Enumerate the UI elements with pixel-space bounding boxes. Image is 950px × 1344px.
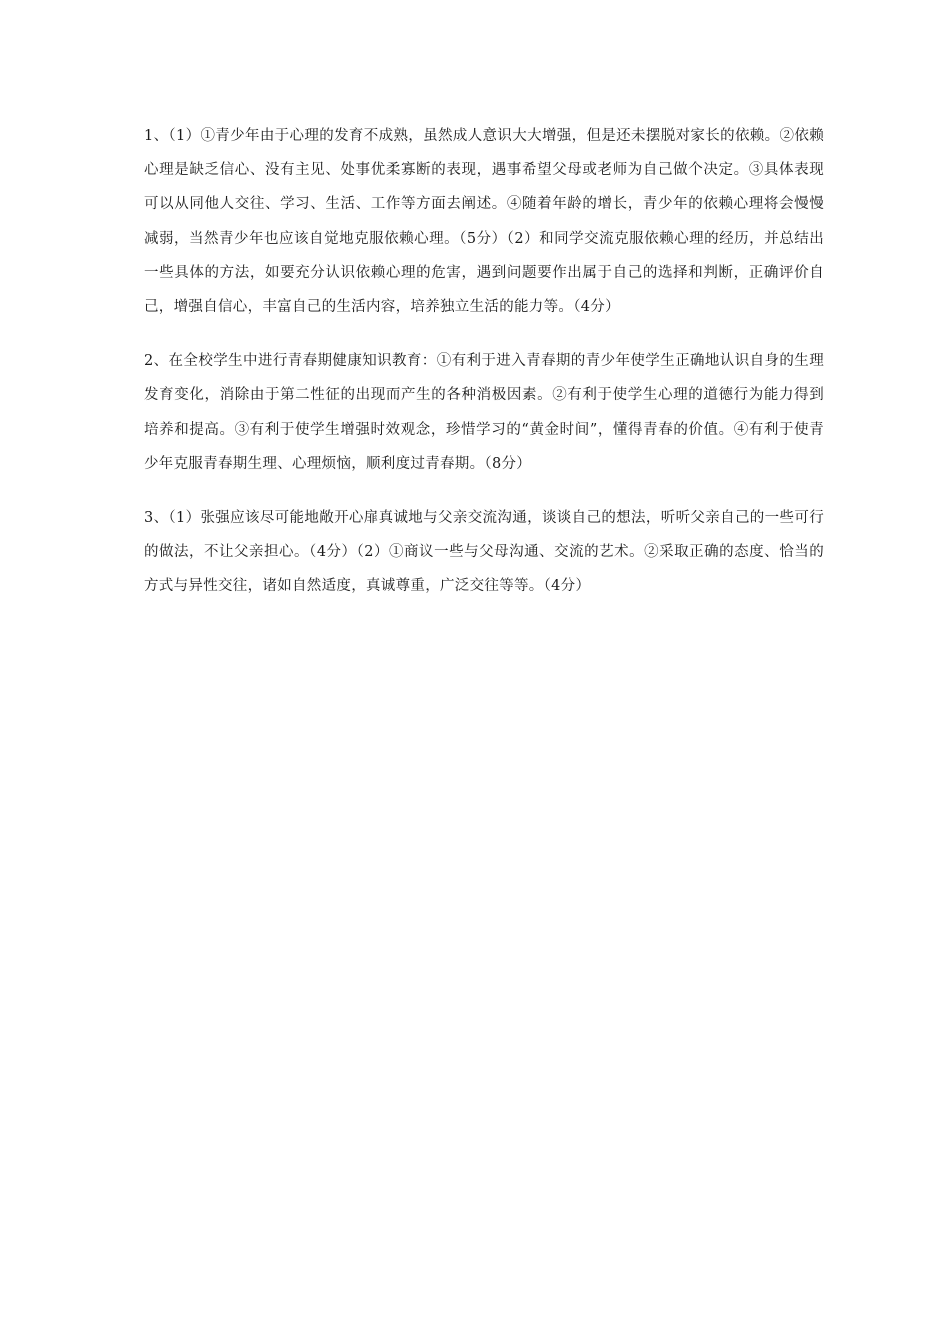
answer-paragraph-1: 1、（1）①青少年由于心理的发育不成熟，虽然成人意识大大增强，但是还未摆脱对家长的依赖。②依赖心理是缺乏信心、没有主见、处事优柔寡断的表现，遇事希望父母或老师为自己做个决定。③具体表现可以从同他人交往、学习、生活、工作等方面去阐述。④随着年龄的增长，青少年的依赖心理将会慢慢减弱，当然青少年也应该自觉地克服依赖心理。（5分）（2）和同学交流克服依赖心理的经历，并总结出一些具体的方法，如要充分认识依赖心理的危害，遇到问题要作出属于自己的选择和判断，正确评价自己，增强自信心，丰富自己的生活内容，培养独立生活的能力等。（4分） bbox=[144, 128, 824, 316]
answer-paragraph-2: 2、在全校学生中进行青春期健康知识教育：①有利于进入青春期的青少年使学生正确地认识自身的生理发育变化，消除由于第二性征的出现而产生的各种消极因素。②有利于使学生心理的道德行为能力得到培养和提高。③有利于使学生增强时效观念，珍惜学习的“黄金时间”，懂得青春的价值。④有利于使青少年克服青春期生理、心理烦恼，顺利度过青春期。（8分） bbox=[144, 353, 824, 472]
answer-paragraph-3: 3、（1）张强应该尽可能地敞开心扉真诚地与父亲交流沟通，谈谈自己的想法，听听父亲自己的一些可行的做法，不让父亲担心。（4分）（2）①商议一些与父母沟通、交流的艺术。②采取正确的态度、恰当的方式与异性交往，诸如自然适度，真诚尊重，广泛交往等等。（4分） bbox=[144, 510, 824, 595]
answer-document bbox=[144, 119, 824, 624]
